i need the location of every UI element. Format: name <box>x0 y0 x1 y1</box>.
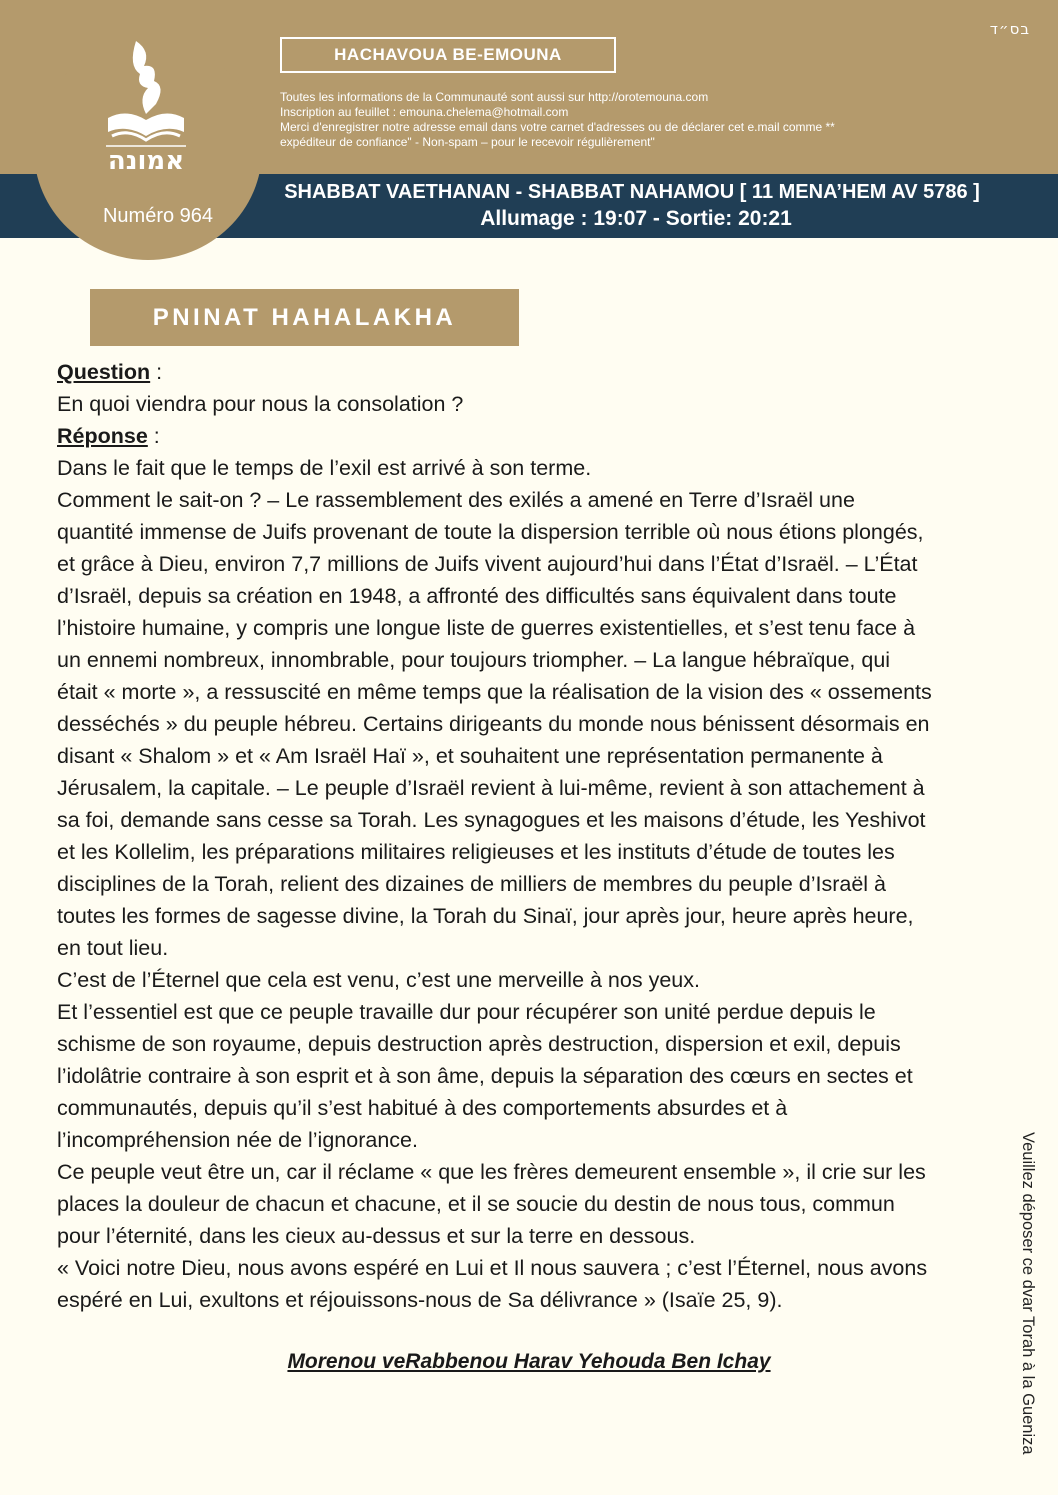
answer-line: d’Israël, depuis sa création en 1948, a affronté des difficultés sans équivalent dans toute <box>57 584 897 608</box>
answer-line: places la douleur de chacun et chacune, et il se soucie du destin de nous tous, commun <box>57 1192 895 1216</box>
answer-line: et les Kollelim, les préparations militaires religieuses et les instituts d’étude de toutes les <box>57 840 895 864</box>
answer-line: desséchés » du peuple hébreu. Certains dirigeants du monde nous bénissent désormais en <box>57 712 930 736</box>
shabbat-title: SHABBAT VAETHANAN - SHABBAT NAHAMOU [ 11 MENA’HEM AV 5786 ] <box>284 181 980 203</box>
community-info <box>280 90 940 150</box>
question-text: En quoi viendra pour nous la consolation ? <box>57 392 464 416</box>
issue-number: Numéro 964 <box>102 205 214 227</box>
answer-line: et grâce à Dieu, environ 7,7 millions de Juifs vivent aujourd’hui dans l’État d’Israël. – L’État <box>57 552 918 576</box>
answer-line: sa foi, demande sans cesse sa Torah. Les synagogues et les maisons d’étude, les Yeshivot <box>57 808 926 832</box>
info-line: Inscription au feuillet : emouna.chelema@hotmail.com <box>280 105 569 119</box>
guenizah-notice: Veuillez déposer ce dvar Torah à la Guenizа <box>1019 1132 1037 1455</box>
label-suffix: : <box>150 360 163 384</box>
answer-line: schisme de son royaume, depuis destruction après destruction, dispersion et exil, depuis <box>57 1032 901 1056</box>
answer-line: l’idolâtrie contraire à son esprit et à son âme, depuis la séparation des cœurs en sectes et <box>57 1064 913 1088</box>
svg-text:אמונה: אמונה <box>107 146 185 176</box>
author-signature: Morenou veRabbenou Harav Yehouda Ben Ichay <box>287 1350 771 1373</box>
answer-line: était « morte », a ressuscité en même temps que la réalisation de la vision des « ossements <box>57 680 932 704</box>
answer-line: Comment le sait-on ? – Le rassemblement des exilés a amené en Terre d’Israël une <box>57 488 855 512</box>
answer-text <box>57 452 1007 1316</box>
section-title: PNINAT HAHALAKHA <box>90 289 519 346</box>
answer-line: espéré en Lui, exultons et réjouissons-nous de Sa délivrance » (Isaïe 25, 9). <box>57 1288 783 1312</box>
answer-label: Réponse <box>57 424 148 448</box>
answer-line: communautés, depuis qu’il s’est habitué à des comportements absurdes et à <box>57 1096 788 1120</box>
article-body <box>57 356 1007 1316</box>
answer-line: l’histoire humaine, y compris une longue liste de guerres existentielles, et s’est tenu face à <box>57 616 916 640</box>
info-line: expéditeur de confiance" - Non-spam – pour le recevoir régulièrement" <box>280 135 655 149</box>
answer-line: quantité immense de Juifs provenant de toute la dispersion terrible où nous étions plongés, <box>57 520 924 544</box>
info-line: Toutes les informations de la Communauté sont aussi sur http://orotemouna.com <box>280 90 709 104</box>
answer-line: toutes les formes de sagesse divine, la Torah du Sinaï, jour après jour, heure après heure, <box>57 904 914 928</box>
answer-line: l’incompréhension née de l’ignorance. <box>57 1128 418 1152</box>
newsletter-name-box: HACHAVOUA BE-EMOUNA <box>280 37 616 73</box>
answer-line: Jérusalem, la capitale. – Le peuple d’Israël revient à lui-même, revient à son attachement à <box>57 776 925 800</box>
answer-line: pour l’éternité, dans les cieux au-dessus et sur la terre en dessous. <box>57 1224 696 1248</box>
answer-heading <box>57 420 1007 452</box>
answer-line: Et l’essentiel est que ce peuple travaille dur pour récupérer son unité perdue depuis le <box>57 1000 876 1024</box>
answer-line: Dans le fait que le temps de l’exil est arrivé à son terme. <box>57 456 592 480</box>
info-line: Merci d'enregistrer notre adresse email dans votre carnet d'adresses ou de déclarer cet e.mail comme ** <box>280 120 835 134</box>
label-suffix: : <box>147 424 160 448</box>
bsd-mark: בס״ד <box>989 20 1030 38</box>
question-heading <box>57 356 1007 388</box>
emouna-logo-icon <box>96 36 196 181</box>
candle-lighting-times: Allumage : 19:07 - Sortie: 20:21 <box>480 207 792 230</box>
answer-line: un ennemi nombreux, innombrable, pour toujours triompher. – La langue hébraïque, qui <box>57 648 891 672</box>
answer-line: en tout lieu. <box>57 936 169 960</box>
answer-line: C’est de l’Éternel que cela est venu, c’est une merveille à nos yeux. <box>57 968 700 992</box>
question-label: Question <box>57 360 151 384</box>
answer-line: disciplines de la Torah, relient des dizaines de milliers de membres du peuple d’Israël à <box>57 872 886 896</box>
answer-line: disant « Shalom » et « Am Israël Haï », et souhaitent une représentation permanente à <box>57 744 883 768</box>
answer-line: « Voici notre Dieu, nous avons espéré en Lui et Il nous sauvera ; c’est l’Éternel, nous avons <box>57 1256 928 1280</box>
answer-line: Ce peuple veut être un, car il réclame « que les frères demeurent ensemble », il crie sur les <box>57 1160 926 1184</box>
